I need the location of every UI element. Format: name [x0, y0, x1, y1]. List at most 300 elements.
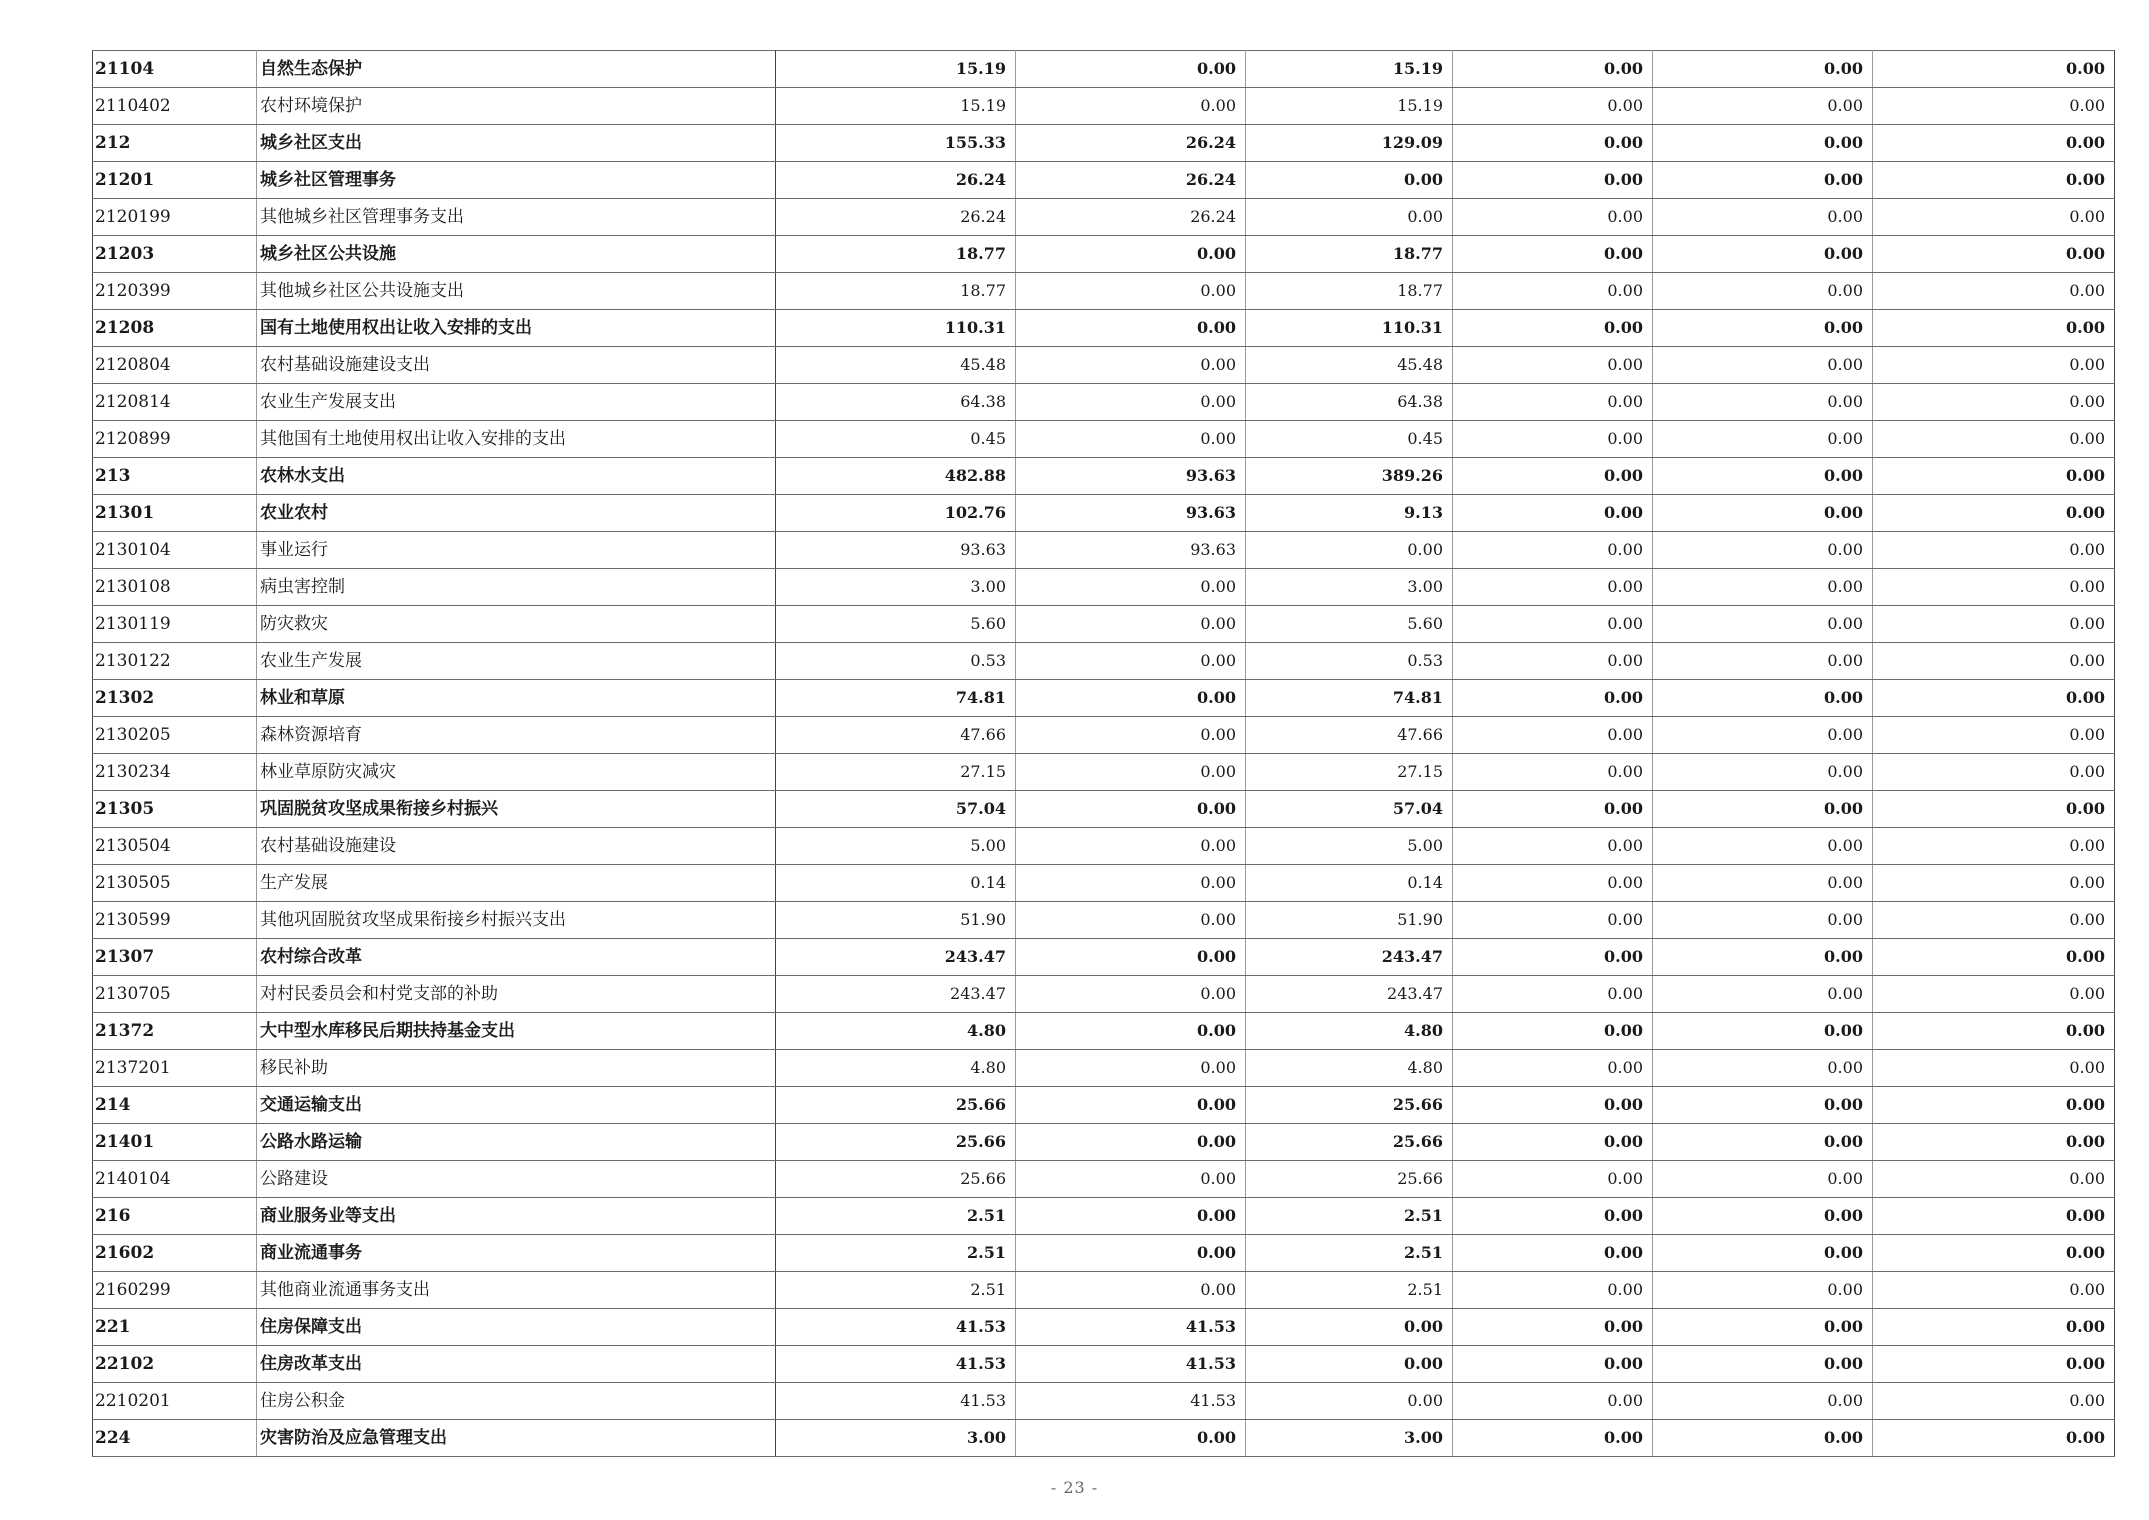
- amount-cell: 0.00: [1453, 1346, 1653, 1383]
- subject-code-cell: 212: [93, 125, 257, 162]
- table-row: [93, 828, 2115, 865]
- amount-cell: 0.00: [1453, 1050, 1653, 1087]
- amount-cell: 2.51: [776, 1198, 1016, 1235]
- amount-cell: 26.24: [1016, 125, 1246, 162]
- subject-name-cell: 其他城乡社区管理事务支出: [257, 199, 776, 236]
- amount-cell: 3.00: [1246, 1420, 1453, 1457]
- amount-cell: 0.00: [1653, 199, 1873, 236]
- subject-code-cell: 21307: [93, 939, 257, 976]
- subject-name-cell: 农村基础设施建设支出: [257, 347, 776, 384]
- amount-cell: 0.00: [1653, 1420, 1873, 1457]
- amount-cell: 41.53: [1016, 1383, 1246, 1420]
- amount-cell: 0.00: [1873, 569, 2115, 606]
- subject-code-cell: 2120804: [93, 347, 257, 384]
- subject-code-cell: 221: [93, 1309, 257, 1346]
- amount-cell: 0.00: [1873, 125, 2115, 162]
- amount-cell: 0.00: [1653, 754, 1873, 791]
- subject-name-cell: 巩固脱贫攻坚成果衔接乡村振兴: [257, 791, 776, 828]
- amount-cell: 0.00: [1453, 1309, 1653, 1346]
- amount-cell: 0.00: [1653, 569, 1873, 606]
- subject-name-cell: 自然生态保护: [257, 51, 776, 88]
- amount-cell: 0.14: [776, 865, 1016, 902]
- table-row: [93, 939, 2115, 976]
- amount-cell: 0.00: [1873, 1272, 2115, 1309]
- amount-cell: 0.00: [1246, 1383, 1453, 1420]
- amount-cell: 0.00: [1453, 902, 1653, 939]
- subject-code-cell: 2120399: [93, 273, 257, 310]
- amount-cell: 129.09: [1246, 125, 1453, 162]
- amount-cell: 0.00: [1016, 902, 1246, 939]
- table-row: [93, 495, 2115, 532]
- amount-cell: 0.00: [1016, 1161, 1246, 1198]
- amount-cell: 15.19: [776, 88, 1016, 125]
- subject-code-cell: 21305: [93, 791, 257, 828]
- subject-name-cell: 农村综合改革: [257, 939, 776, 976]
- subject-name-cell: 其他国有土地使用权出让收入安排的支出: [257, 421, 776, 458]
- table-row: [93, 1309, 2115, 1346]
- amount-cell: 0.00: [1873, 754, 2115, 791]
- subject-code-cell: 2140104: [93, 1161, 257, 1198]
- amount-cell: 25.66: [776, 1161, 1016, 1198]
- amount-cell: 93.63: [1016, 458, 1246, 495]
- amount-cell: 0.00: [1453, 384, 1653, 421]
- amount-cell: 0.00: [1873, 421, 2115, 458]
- table-row: [93, 754, 2115, 791]
- subject-name-cell: 其他巩固脱贫攻坚成果衔接乡村振兴支出: [257, 902, 776, 939]
- amount-cell: 0.00: [1873, 495, 2115, 532]
- amount-cell: 2.51: [776, 1235, 1016, 1272]
- amount-cell: 26.24: [776, 162, 1016, 199]
- amount-cell: 0.00: [1653, 1124, 1873, 1161]
- subject-code-cell: 21203: [93, 236, 257, 273]
- subject-code-cell: 2130104: [93, 532, 257, 569]
- amount-cell: 0.00: [1873, 680, 2115, 717]
- amount-cell: 0.00: [1016, 569, 1246, 606]
- subject-name-cell: 森林资源培育: [257, 717, 776, 754]
- amount-cell: 0.00: [1873, 273, 2115, 310]
- amount-cell: 0.00: [1453, 1161, 1653, 1198]
- table-row: [93, 680, 2115, 717]
- subject-code-cell: 2130505: [93, 865, 257, 902]
- subject-name-cell: 住房公积金: [257, 1383, 776, 1420]
- amount-cell: 0.00: [1016, 421, 1246, 458]
- table-row: [93, 1346, 2115, 1383]
- table-row: [93, 458, 2115, 495]
- amount-cell: 0.00: [1453, 643, 1653, 680]
- amount-cell: 0.00: [1873, 236, 2115, 273]
- amount-cell: 0.00: [1873, 347, 2115, 384]
- amount-cell: 0.00: [1873, 939, 2115, 976]
- amount-cell: 15.19: [776, 51, 1016, 88]
- table-row: [93, 865, 2115, 902]
- subject-code-cell: 2130122: [93, 643, 257, 680]
- budget-table: [92, 50, 2115, 1457]
- subject-code-cell: 2130108: [93, 569, 257, 606]
- amount-cell: 0.00: [1453, 273, 1653, 310]
- amount-cell: 0.00: [1016, 680, 1246, 717]
- subject-code-cell: 2137201: [93, 1050, 257, 1087]
- amount-cell: 0.00: [1016, 939, 1246, 976]
- subject-code-cell: 2210201: [93, 1383, 257, 1420]
- amount-cell: 0.00: [1653, 976, 1873, 1013]
- amount-cell: 0.00: [1246, 532, 1453, 569]
- amount-cell: 57.04: [1246, 791, 1453, 828]
- amount-cell: 0.00: [1016, 1198, 1246, 1235]
- subject-name-cell: 大中型水库移民后期扶持基金支出: [257, 1013, 776, 1050]
- amount-cell: 0.45: [1246, 421, 1453, 458]
- amount-cell: 0.00: [1653, 1235, 1873, 1272]
- subject-name-cell: 农业农村: [257, 495, 776, 532]
- amount-cell: 0.00: [1016, 976, 1246, 1013]
- amount-cell: 41.53: [776, 1309, 1016, 1346]
- amount-cell: 4.80: [776, 1050, 1016, 1087]
- amount-cell: 0.00: [1016, 717, 1246, 754]
- amount-cell: 27.15: [776, 754, 1016, 791]
- amount-cell: 0.00: [1453, 1198, 1653, 1235]
- table-row: [93, 1383, 2115, 1420]
- table-row: [93, 125, 2115, 162]
- amount-cell: 0.00: [1653, 236, 1873, 273]
- amount-cell: 0.00: [1016, 865, 1246, 902]
- subject-code-cell: 21201: [93, 162, 257, 199]
- amount-cell: 0.00: [1873, 1383, 2115, 1420]
- subject-name-cell: 林业草原防灾减灾: [257, 754, 776, 791]
- amount-cell: 0.00: [1873, 1235, 2115, 1272]
- amount-cell: 0.00: [1453, 828, 1653, 865]
- amount-cell: 0.00: [1653, 643, 1873, 680]
- amount-cell: 45.48: [776, 347, 1016, 384]
- amount-cell: 0.00: [1453, 1272, 1653, 1309]
- amount-cell: 0.00: [1246, 1309, 1453, 1346]
- subject-name-cell: 对村民委员会和村党支部的补助: [257, 976, 776, 1013]
- subject-code-cell: 2130234: [93, 754, 257, 791]
- amount-cell: 0.00: [1653, 1087, 1873, 1124]
- amount-cell: 0.00: [1653, 384, 1873, 421]
- amount-cell: 0.00: [1873, 976, 2115, 1013]
- table-row: [93, 1124, 2115, 1161]
- table-body: [93, 51, 2115, 1457]
- table-row: [93, 88, 2115, 125]
- amount-cell: 41.53: [776, 1346, 1016, 1383]
- amount-cell: 0.00: [1873, 791, 2115, 828]
- subject-name-cell: 农村环境保护: [257, 88, 776, 125]
- subject-code-cell: 22102: [93, 1346, 257, 1383]
- subject-name-cell: 国有土地使用权出让收入安排的支出: [257, 310, 776, 347]
- amount-cell: 0.00: [1453, 1087, 1653, 1124]
- amount-cell: 15.19: [1246, 51, 1453, 88]
- amount-cell: 18.77: [1246, 236, 1453, 273]
- subject-name-cell: 生产发展: [257, 865, 776, 902]
- amount-cell: 64.38: [1246, 384, 1453, 421]
- amount-cell: 25.66: [1246, 1087, 1453, 1124]
- amount-cell: 0.00: [1453, 754, 1653, 791]
- subject-code-cell: 21401: [93, 1124, 257, 1161]
- table-row: [93, 421, 2115, 458]
- amount-cell: 0.00: [1873, 606, 2115, 643]
- subject-name-cell: 事业运行: [257, 532, 776, 569]
- table-row: [93, 791, 2115, 828]
- subject-code-cell: 2130119: [93, 606, 257, 643]
- amount-cell: 18.77: [776, 236, 1016, 273]
- subject-code-cell: 21372: [93, 1013, 257, 1050]
- amount-cell: 5.60: [1246, 606, 1453, 643]
- subject-name-cell: 其他城乡社区公共设施支出: [257, 273, 776, 310]
- amount-cell: 0.00: [1453, 51, 1653, 88]
- amount-cell: 0.00: [1453, 1013, 1653, 1050]
- subject-code-cell: 21301: [93, 495, 257, 532]
- table-row: [93, 1198, 2115, 1235]
- amount-cell: 0.00: [1653, 1346, 1873, 1383]
- amount-cell: 0.00: [1653, 865, 1873, 902]
- amount-cell: 0.00: [1246, 1346, 1453, 1383]
- amount-cell: 5.00: [776, 828, 1016, 865]
- amount-cell: 0.00: [1653, 51, 1873, 88]
- amount-cell: 0.00: [1016, 384, 1246, 421]
- amount-cell: 0.00: [1016, 1272, 1246, 1309]
- amount-cell: 0.00: [1246, 199, 1453, 236]
- amount-cell: 3.00: [776, 1420, 1016, 1457]
- amount-cell: 0.00: [1453, 569, 1653, 606]
- amount-cell: 0.00: [1653, 791, 1873, 828]
- amount-cell: 27.15: [1246, 754, 1453, 791]
- amount-cell: 0.45: [776, 421, 1016, 458]
- subject-code-cell: 2130599: [93, 902, 257, 939]
- table-row: [93, 569, 2115, 606]
- table-row: [93, 273, 2115, 310]
- amount-cell: 4.80: [776, 1013, 1016, 1050]
- amount-cell: 0.00: [1873, 1124, 2115, 1161]
- amount-cell: 25.66: [776, 1124, 1016, 1161]
- subject-name-cell: 公路建设: [257, 1161, 776, 1198]
- amount-cell: 0.00: [1873, 1346, 2115, 1383]
- amount-cell: 0.00: [1016, 310, 1246, 347]
- amount-cell: 0.00: [1453, 162, 1653, 199]
- amount-cell: 5.60: [776, 606, 1016, 643]
- amount-cell: 0.00: [1453, 458, 1653, 495]
- subject-code-cell: 2120899: [93, 421, 257, 458]
- amount-cell: 0.00: [1653, 458, 1873, 495]
- amount-cell: 0.00: [1016, 643, 1246, 680]
- subject-name-cell: 农村基础设施建设: [257, 828, 776, 865]
- table-row: [93, 1087, 2115, 1124]
- amount-cell: 0.00: [1453, 1420, 1653, 1457]
- amount-cell: 74.81: [1246, 680, 1453, 717]
- amount-cell: 64.38: [776, 384, 1016, 421]
- table-row: [93, 199, 2115, 236]
- amount-cell: 0.00: [1453, 976, 1653, 1013]
- subject-name-cell: 住房保障支出: [257, 1309, 776, 1346]
- amount-cell: 0.00: [1016, 273, 1246, 310]
- amount-cell: 0.00: [1016, 236, 1246, 273]
- amount-cell: 93.63: [1016, 532, 1246, 569]
- amount-cell: 0.00: [1873, 717, 2115, 754]
- amount-cell: 110.31: [776, 310, 1016, 347]
- subject-code-cell: 2130504: [93, 828, 257, 865]
- amount-cell: 0.00: [1016, 1124, 1246, 1161]
- amount-cell: 0.00: [1453, 680, 1653, 717]
- amount-cell: 4.80: [1246, 1013, 1453, 1050]
- table-row: [93, 1050, 2115, 1087]
- amount-cell: 0.00: [1873, 384, 2115, 421]
- amount-cell: 389.26: [1246, 458, 1453, 495]
- subject-name-cell: 商业流通事务: [257, 1235, 776, 1272]
- amount-cell: 0.00: [1873, 643, 2115, 680]
- table-row: [93, 1235, 2115, 1272]
- subject-name-cell: 城乡社区管理事务: [257, 162, 776, 199]
- subject-code-cell: 224: [93, 1420, 257, 1457]
- amount-cell: 41.53: [1016, 1346, 1246, 1383]
- amount-cell: 51.90: [776, 902, 1016, 939]
- amount-cell: 45.48: [1246, 347, 1453, 384]
- subject-name-cell: 住房改革支出: [257, 1346, 776, 1383]
- amount-cell: 0.00: [1873, 1309, 2115, 1346]
- amount-cell: 0.00: [1873, 902, 2115, 939]
- amount-cell: 0.00: [1016, 1050, 1246, 1087]
- subject-code-cell: 216: [93, 1198, 257, 1235]
- subject-name-cell: 灾害防治及应急管理支出: [257, 1420, 776, 1457]
- subject-code-cell: 2110402: [93, 88, 257, 125]
- amount-cell: 0.00: [1653, 310, 1873, 347]
- amount-cell: 93.63: [776, 532, 1016, 569]
- subject-name-cell: 交通运输支出: [257, 1087, 776, 1124]
- table-row: [93, 384, 2115, 421]
- table-row: [93, 1013, 2115, 1050]
- amount-cell: 2.51: [1246, 1198, 1453, 1235]
- subject-code-cell: 21104: [93, 51, 257, 88]
- amount-cell: 0.00: [1653, 939, 1873, 976]
- table-row: [93, 51, 2115, 88]
- amount-cell: 0.00: [1873, 199, 2115, 236]
- amount-cell: 0.00: [1453, 236, 1653, 273]
- amount-cell: 15.19: [1246, 88, 1453, 125]
- subject-code-cell: 2160299: [93, 1272, 257, 1309]
- subject-name-cell: 公路水路运输: [257, 1124, 776, 1161]
- amount-cell: 482.88: [776, 458, 1016, 495]
- amount-cell: 41.53: [1016, 1309, 1246, 1346]
- table-row: [93, 162, 2115, 199]
- amount-cell: 0.00: [1016, 754, 1246, 791]
- amount-cell: 0.00: [1873, 1050, 2115, 1087]
- amount-cell: 0.00: [1653, 273, 1873, 310]
- amount-cell: 0.00: [1453, 606, 1653, 643]
- amount-cell: 0.00: [1873, 51, 2115, 88]
- amount-cell: 243.47: [1246, 976, 1453, 1013]
- amount-cell: 0.00: [1873, 1420, 2115, 1457]
- amount-cell: 3.00: [1246, 569, 1453, 606]
- amount-cell: 0.00: [1873, 458, 2115, 495]
- amount-cell: 0.00: [1873, 828, 2115, 865]
- amount-cell: 3.00: [776, 569, 1016, 606]
- amount-cell: 243.47: [1246, 939, 1453, 976]
- table-row: [93, 717, 2115, 754]
- amount-cell: 51.90: [1246, 902, 1453, 939]
- amount-cell: 155.33: [776, 125, 1016, 162]
- amount-cell: 0.00: [1016, 88, 1246, 125]
- amount-cell: 2.51: [776, 1272, 1016, 1309]
- amount-cell: 110.31: [1246, 310, 1453, 347]
- amount-cell: 243.47: [776, 939, 1016, 976]
- amount-cell: 0.00: [1246, 162, 1453, 199]
- amount-cell: 0.00: [1453, 347, 1653, 384]
- amount-cell: 0.00: [1016, 1013, 1246, 1050]
- amount-cell: 0.00: [1453, 532, 1653, 569]
- amount-cell: 0.00: [1653, 1161, 1873, 1198]
- table-row: [93, 347, 2115, 384]
- subject-name-cell: 农业生产发展支出: [257, 384, 776, 421]
- subject-code-cell: 21208: [93, 310, 257, 347]
- amount-cell: 0.00: [1653, 717, 1873, 754]
- amount-cell: 0.00: [1653, 495, 1873, 532]
- amount-cell: 0.00: [1653, 532, 1873, 569]
- amount-cell: 0.00: [1016, 1235, 1246, 1272]
- amount-cell: 0.00: [1873, 1198, 2115, 1235]
- subject-name-cell: 商业服务业等支出: [257, 1198, 776, 1235]
- amount-cell: 0.00: [1653, 1198, 1873, 1235]
- amount-cell: 0.00: [1653, 1050, 1873, 1087]
- amount-cell: 0.00: [1653, 1309, 1873, 1346]
- amount-cell: 0.00: [1453, 421, 1653, 458]
- amount-cell: 0.00: [1653, 421, 1873, 458]
- amount-cell: 0.00: [1653, 1383, 1873, 1420]
- amount-cell: 0.00: [1653, 1272, 1873, 1309]
- subject-name-cell: 其他商业流通事务支出: [257, 1272, 776, 1309]
- subject-name-cell: 城乡社区支出: [257, 125, 776, 162]
- amount-cell: 18.77: [776, 273, 1016, 310]
- amount-cell: 0.00: [1453, 310, 1653, 347]
- amount-cell: 0.00: [1453, 1235, 1653, 1272]
- subject-code-cell: 2130705: [93, 976, 257, 1013]
- subject-name-cell: 林业和草原: [257, 680, 776, 717]
- subject-name-cell: 城乡社区公共设施: [257, 236, 776, 273]
- amount-cell: 47.66: [1246, 717, 1453, 754]
- subject-code-cell: 214: [93, 1087, 257, 1124]
- amount-cell: 0.00: [1453, 88, 1653, 125]
- amount-cell: 0.00: [1653, 88, 1873, 125]
- subject-code-cell: 2120199: [93, 199, 257, 236]
- amount-cell: 25.66: [1246, 1124, 1453, 1161]
- amount-cell: 93.63: [1016, 495, 1246, 532]
- amount-cell: 18.77: [1246, 273, 1453, 310]
- subject-code-cell: 2130205: [93, 717, 257, 754]
- amount-cell: 0.00: [1653, 162, 1873, 199]
- amount-cell: 26.24: [1016, 162, 1246, 199]
- table-row: [93, 1161, 2115, 1198]
- amount-cell: 0.14: [1246, 865, 1453, 902]
- table-row: [93, 976, 2115, 1013]
- amount-cell: 0.00: [1873, 1087, 2115, 1124]
- amount-cell: 26.24: [776, 199, 1016, 236]
- amount-cell: 0.00: [1653, 902, 1873, 939]
- amount-cell: 0.00: [1016, 51, 1246, 88]
- amount-cell: 0.00: [1453, 1124, 1653, 1161]
- amount-cell: 0.00: [1653, 1013, 1873, 1050]
- subject-name-cell: 防灾救灾: [257, 606, 776, 643]
- amount-cell: 0.00: [1873, 1161, 2115, 1198]
- amount-cell: 0.00: [1653, 680, 1873, 717]
- amount-cell: 5.00: [1246, 828, 1453, 865]
- amount-cell: 0.00: [1653, 828, 1873, 865]
- table-row: [93, 606, 2115, 643]
- page-number: - 23 -: [1050, 1478, 1099, 1497]
- subject-code-cell: 2120814: [93, 384, 257, 421]
- amount-cell: 0.00: [1873, 88, 2115, 125]
- amount-cell: 0.53: [1246, 643, 1453, 680]
- amount-cell: 0.00: [1873, 310, 2115, 347]
- amount-cell: 0.00: [1016, 828, 1246, 865]
- amount-cell: 0.00: [1653, 125, 1873, 162]
- table-row: [93, 643, 2115, 680]
- amount-cell: 0.00: [1873, 162, 2115, 199]
